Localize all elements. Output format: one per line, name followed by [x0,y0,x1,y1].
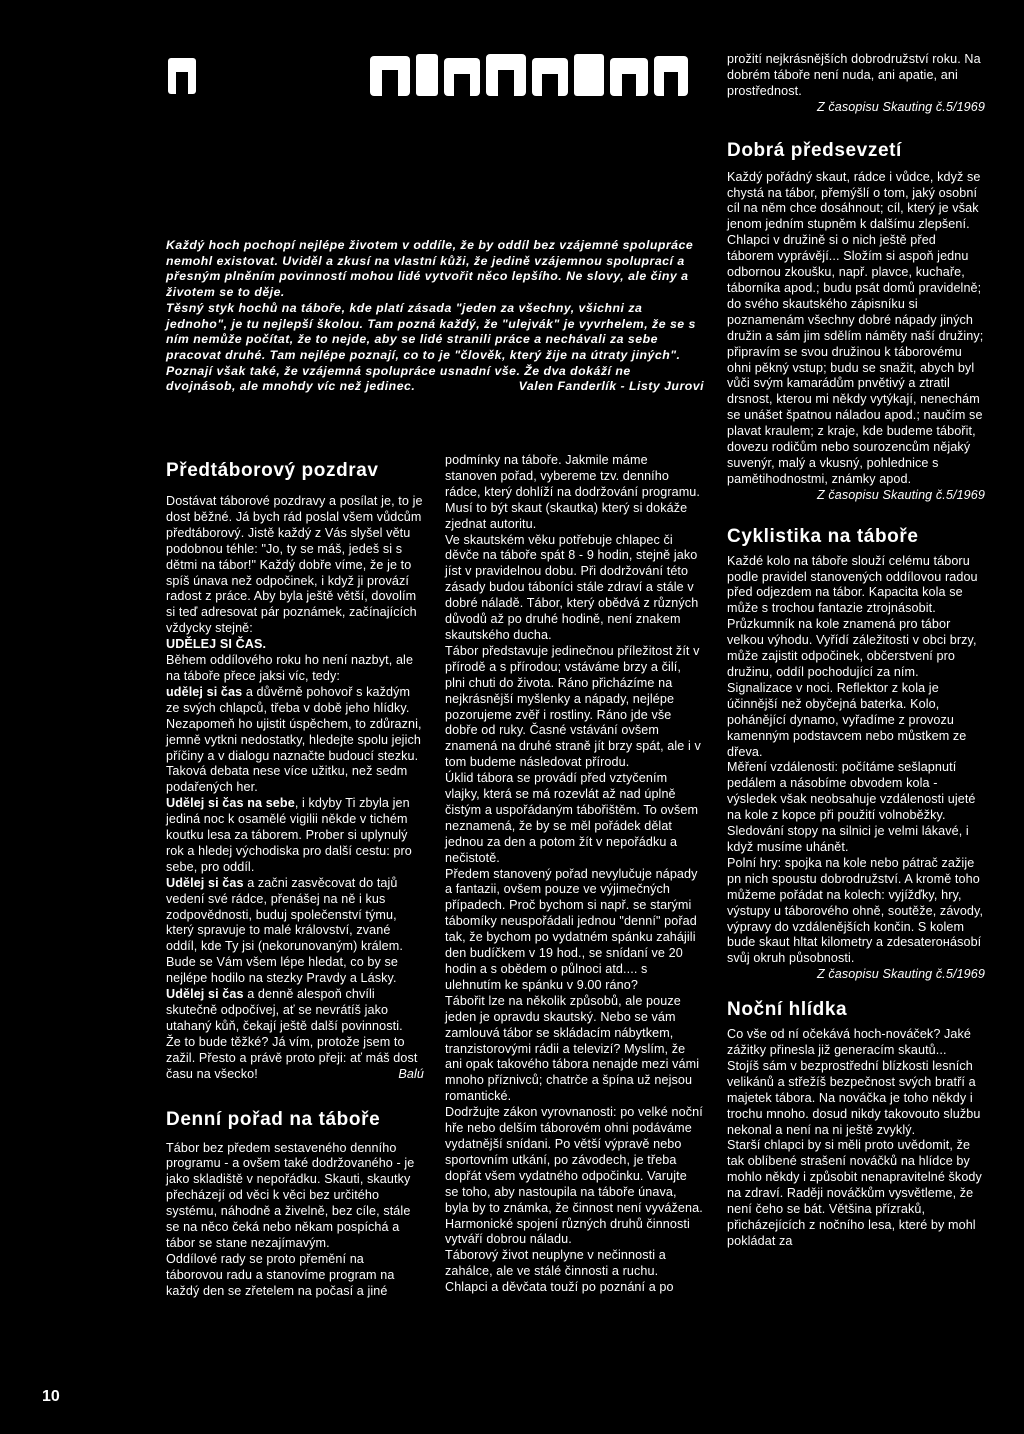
pozdrav-paragraph-3: Během oddílového roku ho není nazbyt, ale na táboře přece jaksi víc, tedy: [166,653,414,683]
denni-cont-paragraph-2: Ve skautském věku potřebuje chlapec či děvče na táboře spát 8 - 9 hodin, stejně jako jíst v pravidelnou dobu. Při dodržování této zásady budou táboníci stále zdraví a stále v dobré náladě. Tábor, který obědvá z různých důvodů až po druhé hodině, není znakem skautského ducha. [445,532,699,642]
pozdrav-paragraph-4-text: a důvěrně pohovoř s každým ze svých chlapců, třeba v době jeho hlídky. Nezapomeň ho ujistit úspěchem, to zdůrazni, jemně vytkni nedostatky, hledejte spolu jejich příčiny a v dialogu naznačte budoucí stezku. Taková debata nese více užitku, než sedm podařených her. [166,684,422,795]
cyklistika-paragraph-1: Každé kolo na táboře slouží celému táboru podle pravidel stanovených oddílovou radou před odjezdem na tábor. Kapacita kola se může s trochou fantazie ztrojnásobit. Průzkumník na kole znamená pro tábor velkou výhodu. Vyřídí záležitosti v obci brzy, může zajistit odpočinek, občerstvení pro družinu, oddíl pochodující za ním. Signalizace v noci. Reflektor z kola je účinnější než obyčejná baterka. Kolo, pohánějící dynamo, vyřadíme z provozu kamenným podstavcem nebo můstkem ze dřeva. [727,553,978,759]
denni-paragraph-1: Tábor bez předem sestaveného denního programu - a ovšem také dodržovaného - je jako skladiště v nepořádku. Skauti, skautky přecházejí od věci k věci bez určitého systému, náhodně a živelně, bez cíle, stále se na něco čeká nebo někam pospíchá a tábor se stane nezajímavým. [166,1140,415,1250]
article-title-cyklistika: Cyklistika na táboře [727,525,919,547]
column-middle [445,453,703,1296]
predsevzeti-paragraph-1: Každý pořádný skaut, rádce i vůdce, když se chystá na tábor, přemýšlí o tom, jaký osobní cíl na něm chce dosáhnout; cíl, který je však jenom jedním stupněm k dalšímu zlepšení. Chlapci v družině si o nich ještě před táborem vyprávějí... Složím si aspoň jednu odbornou zkoušku, např. plavce, kuchaře, táborníka apod.; budu psát domů pravidelně; do svého skautského zápisníku si poznamenám všechny dobré nápady jiných družin a sám jim sdělím náměty naší družiny; připravím se svou družinou k táborovému ohni pěkný vstup; budu se snažit, abych byl vůči svým kamarádům pnvětivý a ztratil drsnost, kterou mi někdy vytýkají, nenechám se unášet špatnou náladou apod.; naučím se plavat kraulem; z kraje, kde budeme tábořit, dovezu rodičům nebo sourozencům nějaký suvenýr, malý a vkusný, pohlednice s pamětihodnostmi, známky apod. [727,169,984,486]
intro-paragraph-3 [166,364,704,395]
article-title-predsevzeti: Dobrá předsevzetí [727,139,902,161]
pozdrav-paragraph-5-lead: Udělej si čas na sebe [166,796,295,811]
hlidka-paragraph-1: Co vše od ní očekává hoch-nováček? Jaké zážitky přinesla již generacím skautů... [727,1027,972,1058]
pozdrav-paragraph-6 [166,876,424,987]
column-right [727,52,985,1250]
pozdrav-paragraph-7 [166,987,424,1035]
pozdrav-paragraph-4 [166,685,424,796]
pozdrav-paragraph-1: Dostávat táborové pozdravy a posílat je, to je dost běžné. Já bych rád poslal všem vůdcům předtáborový. Jistě každý z Vás slyšel větu podobnou téhle: "Jo, ty se máš, jedeš si s dětmi na tábor!" Každý dobře víme, že je to spíš únava než odpočinek, i když ji provází radost z práce. Aby byla ještě větší, dovolím si teď adresovat pár poznámek, začínajících vždycky stejně: [166,494,423,636]
hlidka-paragraph-3: Starší chlapci by si měli proto uvědomit, že tak oblíbené strašení nováčků na hlídce by mohlo někdy i způsobit nenapravitelné škody na zdraví. Raději nováčkům vysvětleme, že není čeho se bát. Většina přízraků, přicházejících z nočního lesa, které by mohl pokládat za [727,1138,982,1248]
pozdrav-signature: Balú [398,1066,424,1081]
article-title-pozdrav: Předtáborový pozdrav [166,460,379,481]
denni-cont-paragraph-5: Předem stanovený pořad nevylučuje nápady a fantazii, ovšem pouze ve výjimečných případech. Proč bychom si např. se starými tábomíky neuspořádali jednou "denní" pořad tak, že bychom po vydatném spánku zahájili den budíčkem v 19 hod., se snídaní ve 20 hodin a s obědem o půlnoci atd.... s ulehnutím ke spánku v 9.00 ráno? [445,866,698,992]
pozdrav-paragraph-7-lead: Udělej si čas [166,987,244,1002]
denni-cont-paragraph-3: Tábor představuje jedinečnou příležitost žít v přírodě a s přírodou; vstáváme brzy a čilí, plni chuti do života. Ráno přicházíme na nejkrásnější myšlenky a nápady, nejlépe pozorujeme zvěř i rostliny. Ráno jde vše dobře od ruky. Časné vstávání ovšem znamená na druhé straně jít brzy spát, ale i v tom budeme následovat přírodu. [445,643,701,770]
pozdrav-paragraph-6-lead: Udělej si čas [166,875,244,890]
pozdrav-paragraph-8 [166,1035,424,1083]
denni-paragraph-2: Oddílové rady se proto přemění na táborovou radu a stanovíme program na každý den se zřetelem na počasí a jiné [166,1251,395,1298]
article-title-denni: Denní pořad na táboře [166,1108,381,1130]
masthead-lettering [168,52,688,104]
cyklistika-source: Z časopisu Skauting č.5/1969 [816,967,985,982]
intro-paragraph-3-text: Poznají však také, že vzájemná spolupráce usnadní vše. Že dva dokáží ne dvojnásob, ale mnohdy víc než jedinec. [166,363,631,394]
intro-signature: Valen Fanderlík - Listy Jurovi [518,379,704,394]
pozdrav-paragraph-7-text: a denně alespoň chvíli skutečně odpočívej, ať se nevrátíš jako utahaný kůň, čekají ještě další povinnosti. [166,987,403,1033]
continued-paragraph: prožití nejkrásnějších dobrodružství roku. Na dobrém táboře není nuda, ani apatie, ani prostřednost. [727,52,981,98]
cyklistika-paragraph-2: Měření vzdálenosti: počítáme sešlapnutí pedálem a násobíme obvodem kola - výsledek však neobsahuje vzdálenosti ujeté na kole z kopce při použití volnoběžky. [727,760,976,823]
denni-cont-paragraph-4: Úklid tábora se provádí před vztyčením vlajky, která se má rozevlát až nad úplně čistým a uspořádaným tábořištěm. To ovšem neznamená, že by se měl pořádek dělat jednou za den a potom žít v nepořádku a nečistotě. [445,771,699,865]
pozdrav-paragraph-5-text: , i kdyby Ti zbyla jen jediná noc k osamělé vigilii někde v tichém koutku lesa za táborem. Prober si uplynulý rok a hledej východiska pro další cestu: pro sebe, pro oddíl. [166,796,412,874]
continued-source: Z časopisu Skauting č.5/1969 [816,99,985,114]
pozdrav-paragraph-2: UDĚLEJ SI ČAS. [166,637,267,652]
hlidka-paragraph-2: Stojíš sám v bezprostřední blízkosti lesních velikánů a střežíš bezpečnost svých bratří a majetek tábora. Na nováčka je toho někdy i trochu mnoho. dosud nikdy takovouto službu nekonal a není na ni ještě zvyklý. [727,1058,981,1137]
cyklistika-paragraph-4: Polní hry: spojka na kole nebo pátrač zažije pn nich spoustu dobrodružství. A kromě toho můžeme pořádat na kolech: vyjížďky, hry, výstupy u táborového ohně, soutěže, závody, výpravy do vzdálenějších končin. S kolem bude skaut hltat kilometry a zdesaterонásobí svůj okruh působnosti. [727,855,984,966]
cyklistika-paragraph-3: Sledování stopy na silnici je velmi lákavé, i když musíme uhánět. [727,824,969,854]
article-title-hlidka: Noční hlídka [727,999,848,1021]
page-number: 10 [42,1388,60,1405]
denni-cont-paragraph-7: Dodržujte zákon vyrovnanosti: po velké noční hře nebo delším táborovém ohni podáváme vydatnější snídani. Po větší výpravě nebo sportovním utkání, po závodech, je třeba dopřát všem vydatného odpočinku. Varujte se toho, aby nastoupila na táboře únava, byla by to známka, že činnost není vyvážena. Harmonické spojení různých druhů činnosti vytváří dobrou náladu. [445,1105,703,1247]
pozdrav-paragraph-5 [166,796,424,876]
intro-paragraph-1: Každý hoch pochopí nejlépe životem v oddíle, že by oddíl bez vzájemné spolupráce nemohl existovat. Uviděl a zkusí na vlastní kůži, že jedině vzájemnou spoluprací a přesným plněním povinností mohou lidé vytvořit něco lepšího. Ne slovy, ale činy a životem se to děje. [166,238,694,300]
denni-cont-paragraph-8: Táborový život neuplyne v nečinnosti a zahálce, ale ve stálé činnosti a ruchu. Chlapci a děvčata touží po poznání a po [445,1248,674,1295]
masthead-title [168,52,688,104]
denni-cont-paragraph-6: Tábořit lze na několik způsobů, ale pouze jeden je opravdu skautský. Nebo se vám zamlouvá tábor se skládacím nábytkem, tranzistorovými rádii a televizí? Myslím, že ani opak takového tábora nenajde mezi vámi mnoho příznivců; chatrče a špína už nejsou romantické. [445,993,700,1104]
pozdrav-paragraph-6-text: a začni zasvěcovat do tajů vedení své rádce, přenášej na ně i kus zodpovědnosti, buduj společenství týmu, který spravuje to malé království, zvané oddíl, kde Ty jsi (nekorunovaným) králem. Bude se Vám všem lépe hledat, co by se nejlépe hodilo na stezky Pravdy a Lásky. [166,875,403,986]
intro-quote [166,238,704,395]
denni-cont-paragraph-1: podmínky na táboře. Jakmile máme stanoven pořad, vybereme tzv. denního rádce, který dohlíží na dodržování programu. Musí to být skaut (skautka) který si dokáže zjednat autoritu. [445,453,701,531]
predsevzeti-source: Z časopisu Skauting č.5/1969 [816,487,985,502]
pozdrav-paragraph-8-text: Že to bude těžké? Já vím, protože jsem to zažil. Přesto a právě proto přeji: ať máš dost času na všecko! [166,1034,418,1081]
column-left [166,460,424,1300]
intro-paragraph-2: Těsný styk hochů na táboře, kde platí zásada "jeden za všechny, všichni za jednoho", je tu nejlepší školou. Tam pozná každý, že "ulejvák" je vyvrhelem, že se s ním nemůže počítat, že to nejde, aby se lidé stranili práce a nechávali za sebe pracovat druhé. Tam nejlépe poznají, co to je "člověk, který žije na útraty jiných". [166,300,696,362]
pozdrav-paragraph-4-lead: udělej si čas [166,684,243,699]
